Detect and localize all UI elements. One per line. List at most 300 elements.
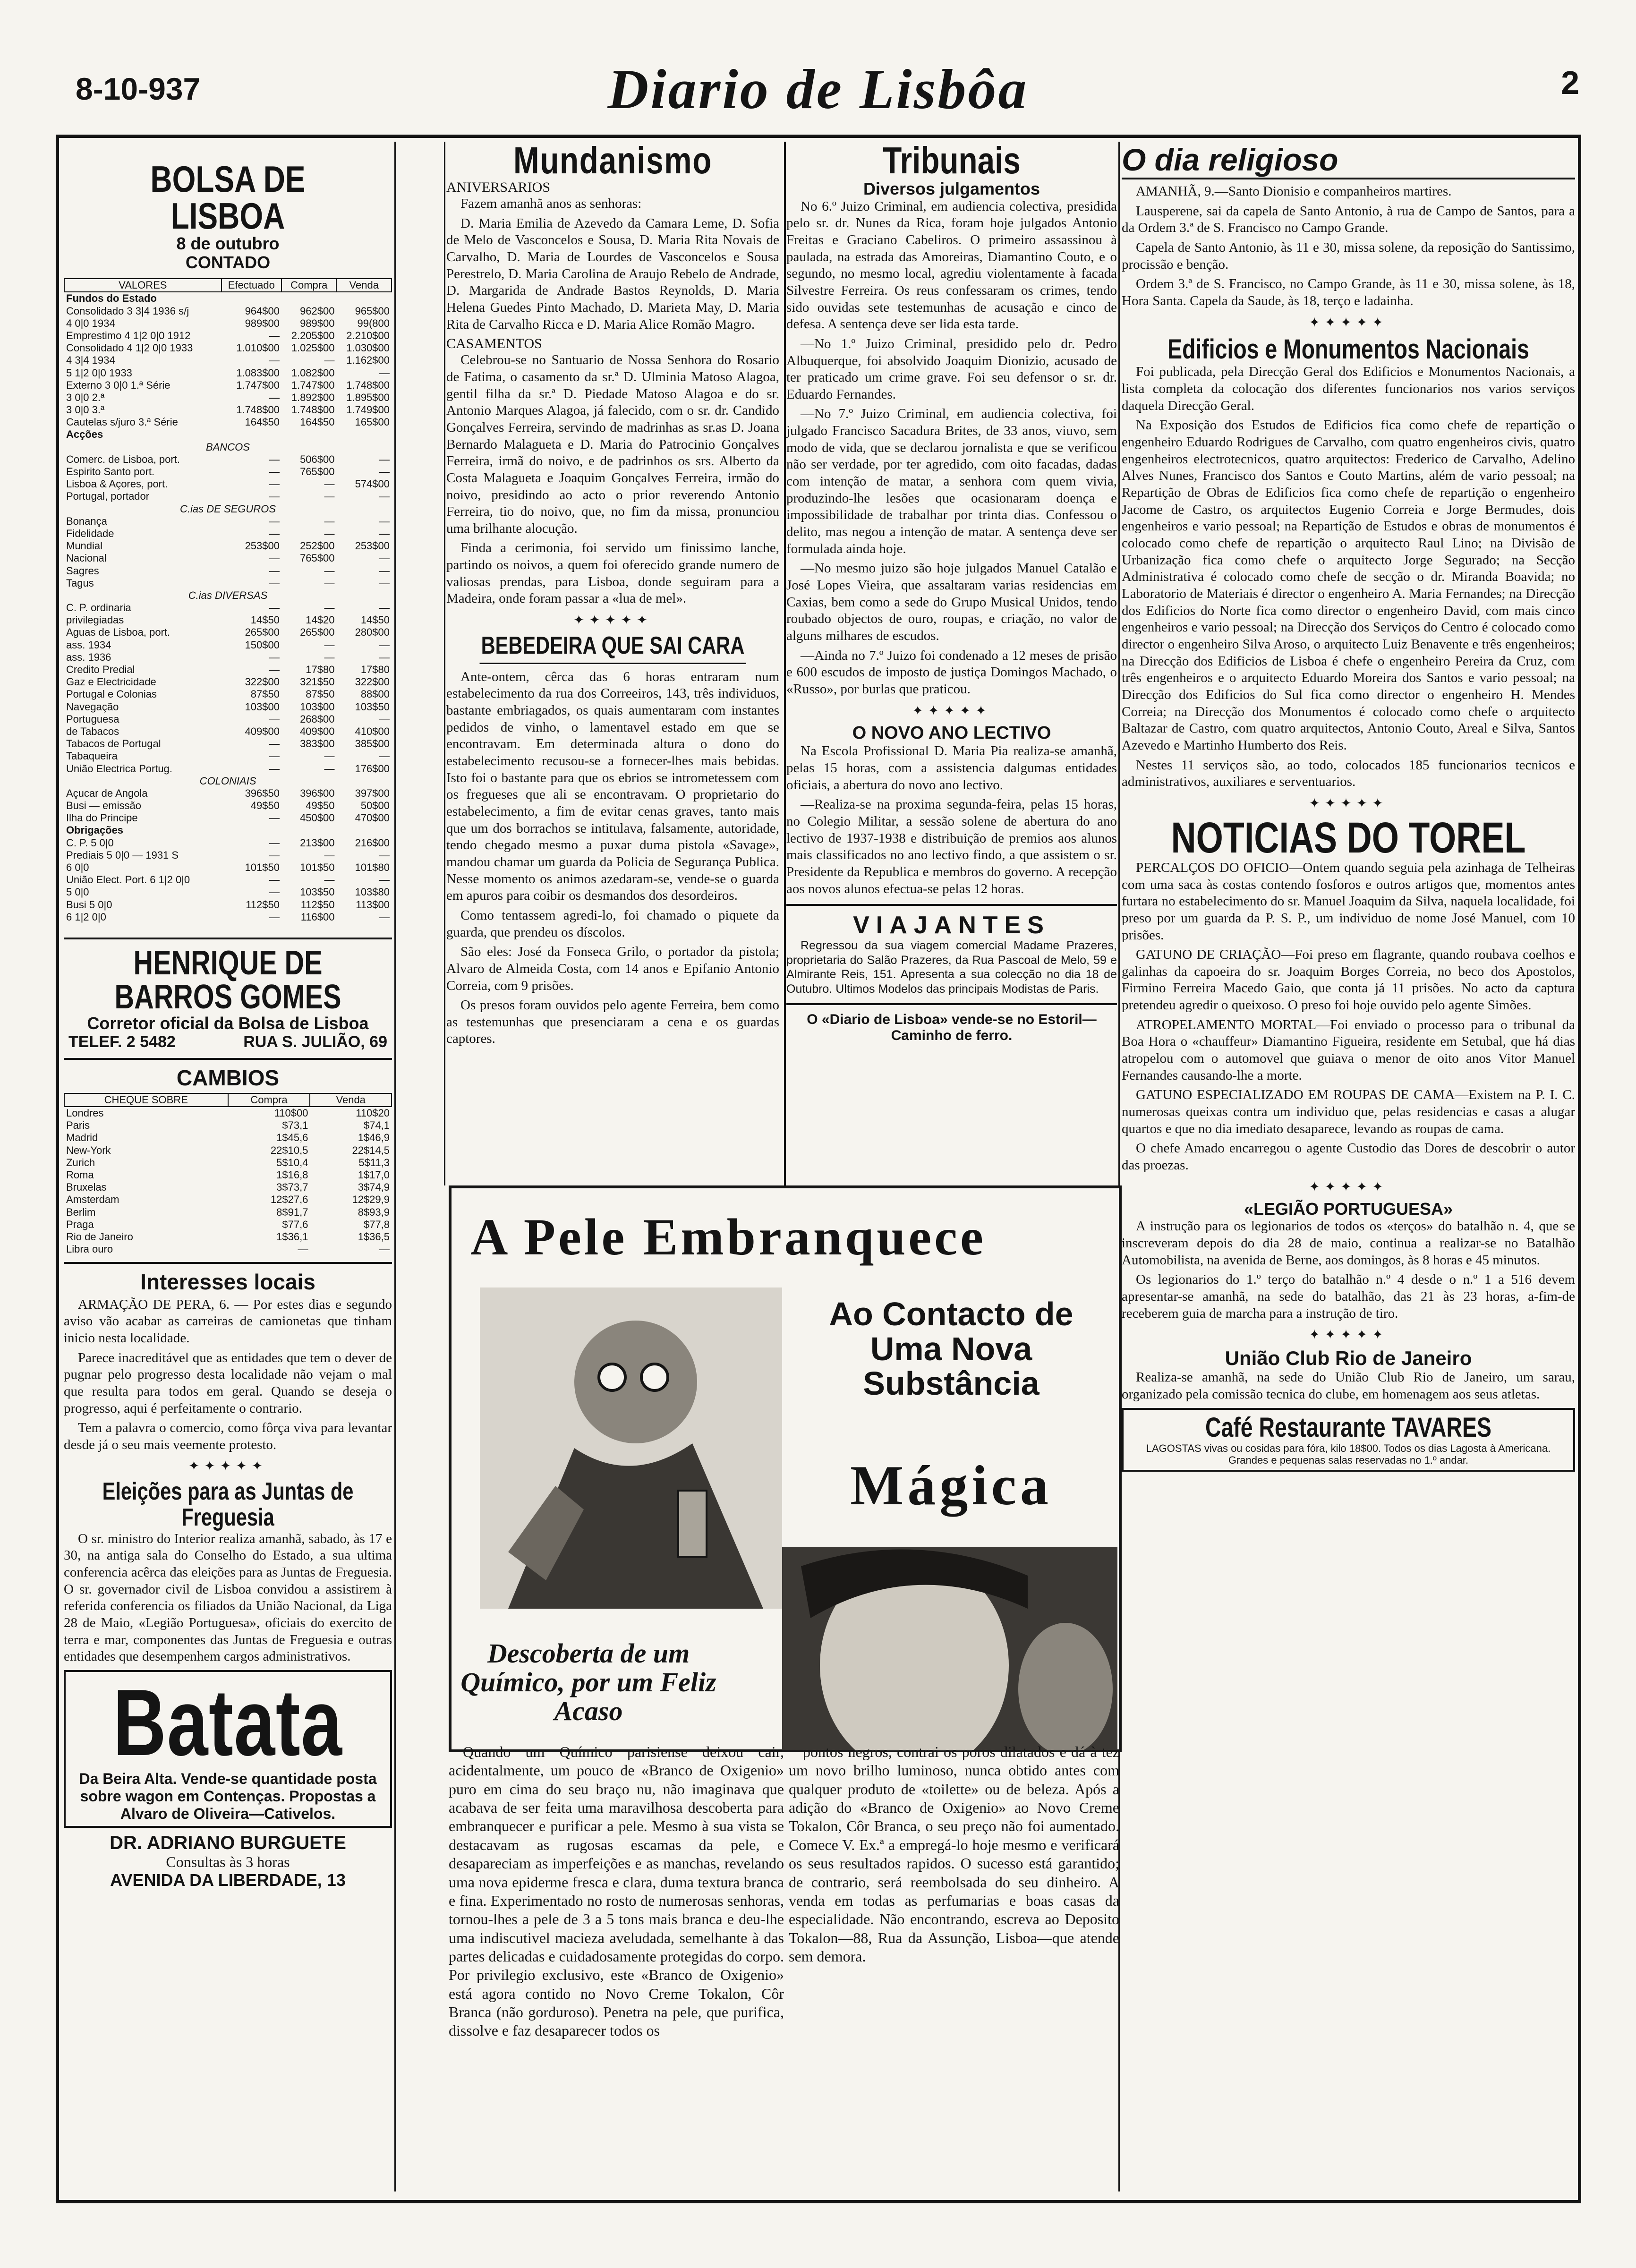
security-name: privilegiadas — [66, 614, 124, 626]
batata-text: Da Beira Alta. Vende-se quantidade posta sobre wagon em Contenças. Propostas a Alvaro de Oliveira—Cativelos. — [79, 1770, 377, 1822]
table-row — [64, 1243, 392, 1255]
price-cell: — — [269, 664, 280, 675]
page-number: 2 — [1561, 64, 1579, 101]
newspaper-title: Diario de Lisbôa — [607, 58, 1029, 120]
table-row — [64, 1219, 392, 1231]
security-name: Externo 3 0|0 1.ª Série — [66, 379, 170, 391]
religioso-p4: Ordem 3.ª de S. Francisco, no Campo Grande, às 11 e 30, missa solene, às 18, Hora Santa. Capela da Saude, às 18, terço e ladainha. — [1122, 276, 1575, 308]
price-cell: 88$00 — [360, 688, 390, 700]
table-row — [64, 565, 392, 577]
viajantes-text: Regressou da sua viagem comercial Madame Prazeres, proprietaria do Salão Prazeres, da Rua Pascoal de Melo, 59 e Almirante Reis, 151. Apresenta a sua colecção no dia 18 de Outubro. Ultimos Modelos das principais Modistas de Paris. — [786, 938, 1117, 996]
rate-cell: 8$91,7 — [276, 1206, 308, 1218]
table-row — [64, 540, 392, 552]
legiao-p2: Os legionarios do 1.º terço do batalhão n.º 4 desde o n.º 1 a 516 devem apresentar-se amanhã, na sede do batalhão, das 21 às 23 horas, a-fim-de receberem guia de marcha para a instrução de tiro. — [1122, 1272, 1575, 1321]
price-cell: 1.030$00 — [346, 342, 390, 354]
torel-p4: GATUNO ESPECIALIZADO EM ROUPAS DE CAMA—Existem na P. I. C. numerosas queixas contra um individuo que, pelas residencias e casas a alugar quartos e que no dia imediato desaparece, levando as roupas de cama. — [1122, 1087, 1575, 1136]
rate-cell: 1$17,0 — [358, 1168, 390, 1181]
section-heading: Acções — [66, 428, 103, 441]
security-name: Comerc. de Lisboa, port. — [66, 453, 180, 465]
price-cell: — — [269, 874, 280, 886]
price-cell: — — [269, 886, 280, 898]
price-cell: — — [324, 515, 335, 527]
security-name: Gaz e Electricidade — [66, 676, 156, 688]
security-name: Navegação — [66, 700, 119, 713]
torel-p5: O chefe Amado encarregou o agente Custodio das Dores de descobrir o autor das proezas. — [1122, 1141, 1575, 1173]
table-row — [64, 342, 392, 354]
currency-name: Rio de Janeiro — [66, 1230, 133, 1243]
price-cell: 268$00 — [300, 713, 335, 725]
price-cell: 1.895$00 — [346, 391, 390, 403]
price-cell: — — [379, 713, 390, 725]
table-row — [64, 490, 392, 503]
currency-name: Paris — [66, 1119, 90, 1132]
price-cell: — — [269, 849, 280, 861]
bolsa-table — [64, 278, 392, 923]
price-cell: — — [379, 651, 390, 663]
security-name: Nacional — [66, 552, 107, 564]
price-cell: — — [379, 367, 390, 379]
price-cell: 410$00 — [355, 725, 390, 737]
ad-body-right — [789, 1743, 1119, 1969]
price-cell: 989$00 — [300, 317, 335, 329]
price-cell: 150$00 — [245, 639, 280, 651]
price-cell: 176$00 — [355, 762, 390, 775]
section-heading: Obrigações — [66, 824, 124, 836]
table-row — [64, 911, 392, 923]
price-cell: 49$50 — [306, 800, 335, 812]
divider — [786, 904, 1117, 906]
torel-p2: GATUNO DE CRIAÇÃO—Foi preso em flagrante, quando roubava coelhos e galinhas da capoeira do sr. Joaquim Borges Correia, no beco dos Apostolos, Firmino Ferreira Macedo Gaio, que conta já 11 prisões. No acto da captura pretendeu agredir o queixoso. O preso foi hoje ouvido pelo agente Simões. — [1122, 947, 1575, 1013]
eleicoes-text: O sr. ministro do Interior realiza amanhã, sabado, às 17 e 30, na antiga sala do Conselho do Estado, a sua ultima conferencia acêrca das eleições para as Juntas de Freguesia. O sr. governador civil de Lisboa convidou a assistirem à referida conferencia os filiados da União Nacional, da Liga 28 de Maio, «Legião Portuguesa», oficiais do exercito de terra e mar, componentes das Juntas de Freguesia e outras entidades que desempenhem cargos administrativos. — [64, 1531, 392, 1664]
column-header: CHEQUE SOBRE — [64, 1093, 228, 1107]
price-cell: — — [269, 490, 280, 503]
price-cell: 1.747$00 — [236, 379, 280, 391]
price-cell: 103$80 — [355, 886, 390, 898]
column-mundanismo — [446, 142, 779, 1181]
rate-cell: $77,8 — [363, 1218, 390, 1230]
price-cell: — — [269, 836, 280, 849]
price-cell: 1.025$00 — [291, 342, 335, 354]
ad-magic-word: Mágica — [850, 1454, 1052, 1517]
price-cell: 112$50 — [246, 898, 280, 911]
table-row — [64, 664, 392, 676]
ad-discovery-headline: Descoberta de um Químico, por um Feliz Acaso — [460, 1638, 716, 1726]
tribunais-p5: —Ainda no 7.º Juizo foi condenado a 12 meses de prisão e 600 escudos de imposto de justiça Domingos Machado, o «Russo», por burlas que praticou. — [786, 648, 1117, 697]
interesses-body — [64, 1296, 392, 1454]
rate-cell: 3$73,7 — [276, 1181, 308, 1194]
chemist-illustration — [480, 1287, 782, 1609]
price-cell: — — [324, 602, 335, 614]
ornament-divider: ✦✦✦✦✦ — [1309, 315, 1388, 330]
uniao-club-title: União Club Rio de Janeiro — [1225, 1347, 1472, 1370]
table-row — [64, 750, 392, 762]
currency-name: Berlim — [66, 1206, 96, 1218]
rate-cell: 1$36,1 — [276, 1230, 308, 1243]
price-cell: 965$00 — [355, 305, 390, 317]
price-cell: 1.083$00 — [236, 367, 280, 379]
security-name: União Electrica Portug. — [66, 762, 172, 775]
table-row — [64, 861, 392, 874]
price-cell: 1.749$00 — [346, 404, 390, 416]
broker-name: HENRIQUE DE BARROS GOMES — [114, 944, 341, 1016]
rate-cell: 12$27,6 — [270, 1194, 308, 1206]
security-name: Açucar de Angola — [66, 787, 148, 799]
section-subheading: C.ias DE SEGUROS — [180, 503, 276, 515]
security-name: Busi — emissão — [66, 800, 141, 812]
bebedeira-p3: São eles: José da Fonseca Grilo, o portador da pistola; Alvaro de Almeida Costa, com 14 anos e Epifanio Antonio Correia, com 9 prisões. — [446, 944, 779, 993]
ad-body-right-text: pontos negros, contrai os poros dilatados e dá à tez um novo brilho luminoso, nunca obtido antes com qualquer produto de «toilette» ou de beleza. Após a adição do «Branco de Oxigenio» ao Novo Creme Tokalon, Côr Branca, o seu preço não foi aumentado. Comece V. Ex.ª a empregá-lo hoje mesmo e verificará os seus resultados rapidos. O sucesso está garantido; de contrario, será reembolsada do seu dinheiro. A venda em todas as perfumarias e boas casas da especialidade. Não encontrando, escreva ao Deposito Tokalon—88, Rua da Assunção, Lisboa—que atende sem demora. — [789, 1743, 1119, 1965]
table-row — [64, 379, 392, 392]
price-cell: 103$00 — [245, 700, 280, 713]
table-row — [64, 1194, 392, 1206]
security-name: 4 0|0 1934 — [66, 317, 115, 329]
price-cell: — — [324, 478, 335, 490]
price-cell: — — [379, 874, 390, 886]
estoril-note: O «Diario de Lisboa» vende-se no Estoril—Caminho de ferro. — [807, 1011, 1097, 1043]
table-row — [64, 577, 392, 589]
price-cell: 213$00 — [300, 836, 335, 849]
price-cell: — — [269, 602, 280, 614]
price-cell: — — [324, 527, 335, 539]
price-cell: 409$00 — [245, 725, 280, 737]
currency-name: Zurich — [66, 1156, 95, 1168]
price-cell: — — [379, 577, 390, 589]
price-cell: — — [269, 354, 280, 367]
edificios-p1: Foi publicada, pela Direcção Geral dos Edificios e Monumentos Nacionais, a lista completa da colocação dos diferentes funcionarios nos varios serviços daquela Direcção Geral. — [1122, 364, 1575, 413]
security-name: Busi 5 0|0 — [66, 898, 112, 911]
rate-cell: $73,1 — [282, 1119, 308, 1132]
table-row — [64, 763, 392, 775]
legiao-title: «LEGIÃO PORTUGUESA» — [1244, 1199, 1453, 1219]
price-cell: 409$00 — [300, 725, 335, 737]
divider — [786, 1003, 1117, 1005]
price-cell: 103$00 — [300, 700, 335, 713]
table-row — [64, 453, 392, 466]
table-row — [64, 367, 392, 379]
table-row — [64, 800, 392, 812]
broker-phone: TELEF. 2 5482 — [68, 1032, 176, 1051]
price-cell: 321$50 — [300, 676, 335, 688]
price-cell: 1.162$00 — [346, 354, 390, 367]
price-cell: 765$00 — [300, 552, 335, 564]
table-row — [64, 688, 392, 700]
price-cell: — — [269, 911, 280, 923]
table-row — [64, 515, 392, 528]
table-row — [64, 317, 392, 330]
table-row — [64, 738, 392, 750]
price-cell: — — [269, 750, 280, 762]
bolsa-subtitle: CONTADO — [185, 252, 271, 272]
price-cell: — — [324, 490, 335, 503]
security-name: Bonança — [66, 515, 107, 527]
casamentos-text-2: Finda a cerimonia, foi servido um finissimo lanche, partindo os noivos, a quem foi oferecido grande numero de valiosas prendas, para Lisboa, donde seguiram para a Madeira, onde foram passar a «lua de mel». — [446, 540, 779, 606]
batata-title: Batata — [113, 1670, 343, 1775]
price-cell: 765$00 — [300, 466, 335, 477]
mundanismo-title: Mundanismo — [513, 142, 712, 181]
table-row — [64, 1181, 392, 1194]
security-name: Fidelidade — [66, 527, 114, 539]
price-cell: 1.892$00 — [291, 391, 335, 403]
table-row — [64, 1206, 392, 1219]
table-row — [64, 1169, 392, 1181]
table-row — [64, 528, 392, 540]
security-name: 3 0|0 3.ª — [66, 404, 105, 416]
security-name: Portugal, portador — [66, 490, 150, 503]
tokalon-ad — [449, 1185, 1122, 1752]
price-cell: — — [379, 911, 390, 923]
price-cell: 383$00 — [300, 738, 335, 750]
price-cell: 396$50 — [245, 787, 280, 799]
ornament-divider: ✦✦✦✦✦ — [1309, 1179, 1388, 1194]
table-row — [64, 899, 392, 911]
price-cell: 216$00 — [355, 836, 390, 849]
price-cell: 280$00 — [355, 626, 390, 639]
bebedeira-p2: Como tentassem agredi-lo, foi chamado o piquete da guarda, que prendeu os díscolos. — [446, 907, 779, 940]
price-cell: — — [324, 874, 335, 886]
tribunais-subtitle: Diversos julgamentos — [863, 179, 1040, 198]
currency-name: Bruxelas — [66, 1181, 107, 1194]
column-header: Venda — [310, 1093, 392, 1107]
table-row — [64, 392, 392, 404]
table-row — [64, 1132, 392, 1144]
ano-lectivo-p1: Na Escola Profissional D. Maria Pia realiza-se amanhã, pelas 15 horas, com a assistencia dalgumas entidades oficiais, a abertura do novo ano lectivo. — [786, 743, 1117, 793]
price-cell: 1.748$00 — [291, 404, 335, 416]
column-rule — [444, 142, 445, 1185]
price-cell: 253$00 — [355, 540, 390, 552]
table-row — [64, 552, 392, 564]
table-row — [64, 354, 392, 367]
security-name: C. P. 5 0|0 — [66, 836, 114, 849]
price-cell: 322$00 — [355, 676, 390, 688]
price-cell: — — [269, 577, 280, 589]
edificios-p2: Na Exposição dos Estudos de Edificios fica como chefe de repartição o engenheiro Eduardo Rodrigues de Carvalho, com quatro engenheiros civis, quatro engenheiros electrotecnicos, quatro arquitectos: Frederico de Carvalho, Adelino Alves Nunes, Francisco dos Santos e Couto Martins, além de vario pessoal; na Repartição de Obras de Edificios fica como chefe de repartição o engenheiro Jacome de Castro, os arquitectos Eugenio Correia e Jorge Bermudes, dois engenheiros e vario pessoal; na Repartição de Estudos e obras de monumentos é colocado como chefe de repartição o arquitecto Raul Lino; na Divisão de Urbanização fica como chefe o arquitecto Jorge Segurado; na Secção Administrativa é colocado como chefe de secção o dr. Miranda Boavida; no Laboratorio de Materiais é director o engenheiro A. Maria Fernandes; na Direcção dos Edificios do Norte fica como director o engenheiro David, com mais cinco engenheiros e vario pessoal; na Direcção dos Serviços do Centro é colocado como director o engenheiro Silva Aroso, o arquitecto Luiz Benavente e três engenheiros; na Direcção dos Edificios de Lisboa é chefe o engenheiro Pereira da Cruz, com três engenheiros e o arquitecto Eduardo Moreira dos Santos e vario pessoal; na Direcção dos Edificios do Sul fica como director o engenheiro H. Mendes Correia; na Direcção dos Monumentos é colocado como chefe o arquitecto Baltazar de Castro, com quatro arquitectos, Antonio Couto, Areal e Silva, Santos Azevedo e Martinho Humberto dos Reis. — [1122, 418, 1575, 753]
price-cell: — — [324, 849, 335, 861]
price-cell: 116$00 — [300, 911, 335, 923]
casamentos-heading: CASAMENTOS — [446, 336, 542, 352]
ornament-divider: ✦✦✦✦✦ — [573, 613, 653, 628]
currency-name: Londres — [66, 1107, 104, 1119]
currency-name: Praga — [66, 1218, 94, 1230]
price-cell: 253$00 — [245, 540, 280, 552]
aniversarios-text: D. Maria Emilia de Azevedo da Camara Leme, D. Sofia de Melo de Vasconcelos e Sousa, D. Maria Rita Novais de Carvalho, D. Maria de Lourdes de Vasconcelos e Sousa Perestrelo, D. Maria Carolina de Araujo Rebelo de Andrade, D. Margarida de Andrade Bastos Reynolds, D. Maria Helena Guedes Pinto Machado, D. Marieta May, D. Maria Rita de Carvalho Ricca e D. Maria Alice Romão Magro. — [446, 215, 779, 332]
price-cell: — — [269, 391, 280, 403]
price-cell: 87$50 — [250, 688, 280, 700]
currency-name: Amsterdam — [66, 1194, 119, 1206]
price-cell: — — [379, 564, 390, 577]
casamentos-text: Celebrou-se no Santuario de Nossa Senhora do Rosario de Fatima, o casamento da sr.ª D. Ulminia Matoso Alagoa, gentil filha da sr.ª D. Piedade Matoso Alagoa e do sr. Antonio Marques Alagoa, já falecido, com o sr. dr. Candido Gonçalves Ferreira, servindo de madrinhas as sr.as D. Joana Bernardo Malagueta e D. Maria do Patrocinio Gonçalves Ferreira, irmã do noivo, e de padrinhos os srs. Alberto da Costa Malagueta e Joaquim Gonçalves Ferreira, irmão do noivo, presidindo ao acto o prior reverendo Antonio Ferreira, tio do noivo, que, no fim da missa, pronunciou uma brilhante alocução. — [446, 352, 779, 536]
rate-cell: 5$11,3 — [358, 1156, 390, 1168]
bebedeira-p4: Os presos foram ouvidos pelo agente Ferreira, bem como as testemunhas que presenciaram a cena e os guardas captores. — [446, 998, 779, 1047]
security-name: 5 0|0 — [66, 886, 89, 898]
column-finance — [64, 142, 392, 2191]
price-cell: — — [269, 329, 280, 341]
price-cell: 14$50 — [360, 614, 390, 626]
security-name: C. P. ordinaria — [66, 602, 131, 614]
currency-name: New-York — [66, 1144, 111, 1156]
torel-p3: ATROPELAMENTO MORTAL—Foi enviado o processo para o tribunal da Boa Hora o «chauffeur» Diamantino Figueira, residente em Setubal, que há dias atropelou com o automovel que guiava o menor de oito anos Vitor Manuel Fernandes causando-lhe a morte. — [1122, 1017, 1575, 1083]
table-row — [64, 1119, 392, 1132]
table-row — [64, 713, 392, 725]
table-row — [64, 701, 392, 713]
security-name: 4 3|4 1934 — [66, 354, 115, 367]
column-header: Efectuado — [222, 279, 281, 292]
table-row — [64, 1157, 392, 1169]
price-cell: — — [324, 639, 335, 651]
price-cell: — — [269, 812, 280, 824]
price-cell: — — [269, 651, 280, 663]
cambios-title: CAMBIOS — [176, 1065, 280, 1090]
broker-address: RUA S. JULIÃO, 69 — [243, 1032, 387, 1051]
broker-line: Corretor oficial da Bolsa de Lisboa — [87, 1013, 369, 1033]
price-cell: — — [269, 478, 280, 490]
column-header: Compra — [228, 1093, 310, 1107]
price-cell: — — [379, 466, 390, 477]
security-name: Portuguesa — [66, 713, 119, 725]
rate-cell: — — [298, 1243, 308, 1255]
price-cell: 1.748$00 — [236, 404, 280, 416]
torel-title: NOTICIAS DO TOREL — [1171, 813, 1526, 862]
divider — [64, 1262, 392, 1264]
price-cell: — — [324, 577, 335, 589]
price-cell: — — [379, 849, 390, 861]
religioso-p3: Capela de Santo Antonio, às 11 e 30, missa solene, da reposição do Santissimo, procissão e benção. — [1122, 239, 1575, 272]
cambios-table — [64, 1093, 392, 1255]
security-name: 5 1|2 0|0 1933 — [66, 367, 132, 379]
table-row — [64, 404, 392, 416]
tribunais-p4: —No mesmo juizo são hoje julgados Manuel Catalão e José Lopes Vieira, que assaltaram varias residencias em Caxias, bem como a sede do Grupo Musical Unidos, tendo roubado objectos de ouro, roupas, e criação, no valor de alguns milhares de escudos. — [786, 561, 1117, 643]
doctor-hours: Consultas às 3 horas — [166, 1853, 290, 1871]
table-row — [64, 330, 392, 342]
column-religioso — [1122, 142, 1575, 2191]
price-cell: — — [269, 466, 280, 477]
table-row — [64, 837, 392, 849]
table-row — [64, 787, 392, 800]
divider — [64, 1058, 392, 1060]
price-cell: — — [324, 750, 335, 762]
security-name: Portugal e Colonias — [66, 688, 157, 700]
price-cell: 265$00 — [300, 626, 335, 639]
price-cell: 17$80 — [360, 664, 390, 675]
column-tribunais — [786, 142, 1117, 1181]
price-cell: 2.205$00 — [291, 329, 335, 341]
cafe-title: Café Restaurante TAVARES — [1205, 1412, 1491, 1443]
rate-cell: 110$20 — [356, 1107, 390, 1119]
aniversarios-heading: ANIVERSARIOS — [446, 179, 551, 195]
price-cell: — — [269, 515, 280, 527]
table-row — [64, 416, 392, 428]
price-cell: — — [379, 527, 390, 539]
price-cell: 1.010$00 — [236, 342, 280, 354]
ad-body-left-text: Quando um Químico parisiense deixou cair, acidentalmente, um pouco de «Branco de Oxigenio» puro em cima do seu braço nu, não imaginava que acabava de ser feita uma maravilhosa descoberta para embranquecer e purificar a pele. Mesmo à sua vista se destacavam as rugosas escamas da pele, e desapareciam as imperfeições e as manchas, revelando uma nova epiderme fresca e clara, duma textura branca e fina. Experimentado no rosto de numerosas senhoras, tornou-lhes a pele de 3 a 5 tons mais branca e deu-lhe uma indiscutivel macieza aveludada, semelhante à das partes delicadas e cuidadosamente protegidas do corpo. Por privilegio exclusivo, este «Branco de Oxigenio» está agora contido no Novo Creme Tokalon, Côr Branca (não gorduroso). Penetra na pele, que purifica, dissolve e faz desaparecer todos os — [449, 1743, 784, 2039]
table-row — [64, 874, 392, 886]
security-name: Tabaqueira — [66, 750, 118, 762]
price-cell: — — [269, 762, 280, 775]
paragraph: ARMAÇÃO DE PERA, 6. — Por estes dias e segundo aviso vão acabar as carreiras de camionetas que tinham inicio nesta localidade. — [64, 1296, 392, 1346]
price-cell: 101$50 — [245, 861, 280, 873]
price-cell: 87$50 — [306, 688, 335, 700]
table-row — [64, 849, 392, 861]
price-cell: 103$50 — [355, 700, 390, 713]
security-name: Cautelas s/juro 3.ª Série — [66, 416, 178, 428]
security-name: Consolidado 3 3|4 1936 s/j — [66, 305, 189, 317]
price-cell: 164$50 — [245, 416, 280, 428]
rate-cell: 12$29,9 — [352, 1194, 390, 1206]
price-cell: 265$00 — [245, 626, 280, 639]
price-cell: — — [379, 602, 390, 614]
security-name: União Elect. Port. 6 1|2 0|0 — [66, 874, 190, 886]
price-cell: 450$00 — [300, 812, 335, 824]
rate-cell: 1$36,5 — [358, 1230, 390, 1243]
security-name: Sagres — [66, 564, 99, 577]
price-cell: 397$00 — [355, 787, 390, 799]
table-row — [64, 639, 392, 651]
price-cell: — — [379, 515, 390, 527]
table-row — [64, 886, 392, 898]
column-rule — [784, 142, 786, 1185]
table-row — [64, 614, 392, 626]
table-row — [64, 1107, 392, 1119]
price-cell: 470$00 — [355, 812, 390, 824]
security-name: ass. 1934 — [66, 639, 111, 651]
section-heading: Fundos do Estado — [66, 292, 157, 305]
price-cell: — — [269, 453, 280, 465]
column-header: Venda — [336, 279, 392, 292]
price-cell: — — [269, 552, 280, 564]
ad-headline: A Pele Embranquece — [470, 1208, 986, 1266]
rate-cell: 3$74,9 — [358, 1181, 390, 1194]
price-cell: — — [379, 750, 390, 762]
security-name: ass. 1936 — [66, 651, 111, 663]
rate-cell: 22$10,5 — [270, 1144, 308, 1156]
paragraph: Parece inacreditável que as entidades que tem o dever de pugnar pelo progresso desta localidade não vejam o mal que resulta para todos em geral. Quando se deseja o progresso, aqui é perfeitamente o contrario. — [64, 1350, 392, 1416]
price-cell: 112$50 — [300, 898, 335, 911]
price-cell: 506$00 — [300, 453, 335, 465]
ornament-divider: ✦✦✦✦✦ — [188, 1459, 268, 1474]
price-cell: — — [379, 490, 390, 503]
ornament-divider: ✦✦✦✦✦ — [1309, 796, 1388, 811]
interesses-title: Interesses locais — [140, 1270, 315, 1295]
price-cell: 101$50 — [300, 861, 335, 873]
table-row — [64, 305, 392, 317]
price-cell: 1.082$00 — [291, 367, 335, 379]
edificios-p3: Nestes 11 serviços são, ao todo, colocados 185 funcionarios tecnicos e administrativos, auxiliares e serventuarios. — [1122, 757, 1575, 790]
price-cell: 101$80 — [355, 861, 390, 873]
bolsa-rows — [64, 292, 392, 923]
issue-date: 8-10-937 — [76, 71, 201, 106]
aniversarios-intro: Fazem amanhã anos as senhoras: — [460, 196, 642, 211]
rate-cell: 5$10,4 — [276, 1156, 308, 1168]
paragraph: Tem a palavra o comercio, como fôrça viva para levantar desde já o seu mais veemente protesto. — [64, 1420, 392, 1452]
rate-cell: 22$14,5 — [352, 1144, 390, 1156]
price-cell: — — [324, 564, 335, 577]
tribunais-p2: —No 1.º Juizo Criminal, presidido pelo dr. Pedro Albuquerque, foi absolvido Joaquim Dionizio, acusado de ter praticado um crime grave. Foi seu defensor o sr. dr. Eduardo Fernandes. — [786, 336, 1117, 402]
column-header: VALORES — [64, 279, 222, 292]
price-cell: — — [324, 651, 335, 663]
column-header: Compra — [281, 279, 337, 292]
ad-subheadline: Ao Contacto de Uma Nova Substância — [829, 1296, 1074, 1402]
column-rule — [394, 142, 396, 2191]
bolsa-title: BOLSA DE LISBOA — [150, 158, 306, 237]
cambios-rows — [64, 1107, 392, 1255]
security-name: Aguas de Lisboa, port. — [66, 626, 170, 639]
tribunais-p3: —No 7.º Juizo Criminal, em audiencia colectiva, foi julgado Francisco Sacadura Brites, de 33 anos, viuvo, sem modo de vida, que se declarou jornalista e que se verificou não ser verdade, por ter agredido, com oito facadas, dadas com intenção de matar, a senhora com quem vivia, produzindo-lhe lesões que ocasionaram doença e impossibilidade de trabalhar por trinta dias. Confessou o delito, mas negou a intenção de matar. A sentença deve ser formulada ainda hoje. — [786, 406, 1117, 556]
doctor-address: AVENIDA DA LIBERDADE, 13 — [110, 1870, 346, 1890]
price-cell: — — [379, 453, 390, 465]
table-row — [64, 812, 392, 824]
price-cell: 385$00 — [355, 738, 390, 750]
price-cell: 1.747$00 — [291, 379, 335, 391]
tribunais-p1: No 6.º Juizo Criminal, em audiencia colectiva, presidida pelo sr. dr. Nunes da Rica, foram hoje julgados Antonio Freitas e Graciano Cabeliros. O primeiro assassinou à paulada, na estrada das Amoreiras, Diamantino Couto, e o segundo, no mesmo local, agrediu violentamente à facada Silvestre Ferreira. Os reus confessaram os crimes, tendo sido ouvidas sete testemunhas de acusação e cinco de defesa. A sentença deve ser lida esta tarde. — [786, 198, 1117, 332]
